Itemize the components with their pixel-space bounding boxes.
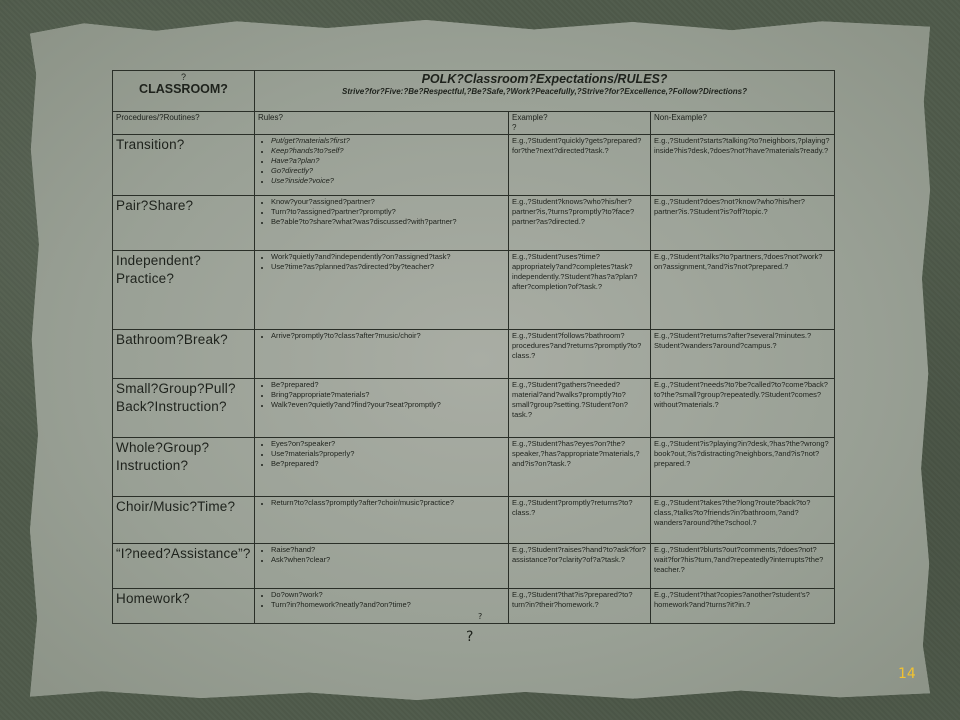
rule-item: • Work?quietly?and?independently?on?assigned?task? <box>271 252 505 262</box>
rule-item: • Put/get?materials?first? <box>271 136 505 146</box>
header-left-mark: ? <box>180 72 186 82</box>
procedure-cell <box>113 497 255 544</box>
column-label-non-example: Non-Example? <box>651 112 835 135</box>
procedure-name: Independent?Practice? <box>116 253 201 286</box>
procedure-name: “I?need?Assistance”? <box>116 546 251 561</box>
rule-item: • Use?time?as?planned?as?directed?by?teacher? <box>271 262 505 272</box>
non-example-cell: E.g.,?Student?needs?to?be?called?to?come?back?to?the?small?group?repeatedly.?Student?comes?without?materials.? <box>651 379 835 438</box>
rule-item: • Be?able?to?share?what?was?discussed?with?partner? <box>271 217 505 227</box>
non-example-cell: E.g.,?Student?does?not?know?who?his/her?partner?is.?Student?is?off?topic.? <box>651 196 835 251</box>
example-cell: E.g.,?Student?follows?bathroom?procedures?and?returns?promptly?to?class.? <box>509 330 651 379</box>
table-row <box>113 196 835 251</box>
procedure-cell <box>113 251 255 330</box>
procedure-name: Bathroom?Break? <box>116 332 228 347</box>
table-row <box>113 497 835 544</box>
rules-cell <box>255 330 509 379</box>
procedure-cell <box>113 196 255 251</box>
table-row <box>113 438 835 497</box>
rule-item: • Walk?even?quietly?and?find?your?seat?promptly? <box>271 400 505 410</box>
non-example-cell: E.g.,?Student?blurts?out?comments,?does?not?wait?for?his?turn,?and?repeatedly?interrupts?the?teacher.? <box>651 544 835 589</box>
rules-cell <box>255 497 509 544</box>
procedure-name: Pair?Share? <box>116 198 194 213</box>
table-row <box>113 135 835 196</box>
example-cell: E.g.,?Student?that?is?prepared?to?turn?in?their?homework.? <box>509 589 651 624</box>
table-row <box>113 251 835 330</box>
procedure-cell <box>113 589 255 624</box>
expectations-table <box>112 70 835 624</box>
rule-item: • Eyes?on?speaker? <box>271 439 505 449</box>
column-label-row <box>113 112 835 135</box>
document-subtitle: Strive?for?Five:?Be?Respectful,?Be?Safe,?Work?Peacefully,?Strive?for?Excellence,?Follow?Directions? <box>342 87 747 96</box>
rule-item: • Do?own?work? <box>271 590 505 600</box>
procedure-name: Homework? <box>116 591 190 606</box>
procedure-name: Whole?Group?Instruction? <box>116 440 210 473</box>
example-cell: E.g.,?Student?gathers?needed?material?and?walks?promptly?to?small?group?setting.?Student?on?task.? <box>509 379 651 438</box>
column-label-example: Example? ? <box>509 112 651 135</box>
example-cell: E.g.,?Student?raises?hand?to?ask?for?assistance?or?clarity?of?a?task.? <box>509 544 651 589</box>
procedure-cell <box>113 330 255 379</box>
procedure-name: Transition? <box>116 137 185 152</box>
rule-item: • Keep?hands?to?self? <box>271 146 505 156</box>
title-header-cell <box>255 71 835 112</box>
table-row <box>113 379 835 438</box>
rules-cell <box>255 438 509 497</box>
below-table-mark: ? <box>478 612 483 621</box>
procedure-name: Choir/Music?Time? <box>116 499 236 514</box>
non-example-cell: E.g.,?Student?starts?talking?to?neighbors,?playing?inside?his?desk,?does?not?have?materials?ready.? <box>651 135 835 196</box>
rules-cell <box>255 196 509 251</box>
procedure-cell <box>113 379 255 438</box>
rules-cell <box>255 135 509 196</box>
rules-cell <box>255 251 509 330</box>
rule-item: • Be?prepared? <box>271 459 505 469</box>
rules-cell <box>255 379 509 438</box>
rule-item: • Raise?hand? <box>271 545 505 555</box>
non-example-cell: E.g.,?Student?talks?to?partners,?does?not?work?on?assignment,?and?is?not?prepared.? <box>651 251 835 330</box>
table-row <box>113 330 835 379</box>
non-example-cell: E.g.,?Student?that?copies?another?student’s?homework?and?turns?it?in.? <box>651 589 835 624</box>
page-number: 14 <box>898 666 916 682</box>
table-row <box>113 544 835 589</box>
document-title: POLK?Classroom?Expectations/RULES? <box>421 72 668 86</box>
rule-item: • Have?a?plan? <box>271 156 505 166</box>
table-header-row <box>113 71 835 112</box>
column-label-rules: Rules? <box>255 112 509 135</box>
rule-item: • Turn?to?assigned?partner?promptly? <box>271 207 505 217</box>
rule-item: • Bring?appropriate?materials? <box>271 390 505 400</box>
classroom-header: CLASSROOM? <box>139 82 228 96</box>
rule-item: • Use?materials?properly? <box>271 449 505 459</box>
column-label-procedures: Procedures/?Routines? <box>113 112 255 135</box>
bottom-mark: ? <box>466 629 474 645</box>
procedure-cell <box>113 438 255 497</box>
non-example-cell: E.g.,?Student?is?playing?in?desk,?has?the?wrong?book?out,?is?distracting?neighbors,?and?is?not?prepared.? <box>651 438 835 497</box>
procedure-cell <box>113 135 255 196</box>
rule-item: • Use?inside?voice? <box>271 176 505 186</box>
example-cell: E.g.,?Student?promptly?returns?to?class.? <box>509 497 651 544</box>
example-cell: E.g.,?Student?knows?who?his/her?partner?is,?turns?promptly?to?face?partner?as?directed.? <box>509 196 651 251</box>
rule-item: • Return?to?class?promptly?after?choir/music?practice? <box>271 498 505 508</box>
rule-item: • Know?your?assigned?partner? <box>271 197 505 207</box>
procedure-cell <box>113 544 255 589</box>
table-row <box>113 589 835 624</box>
classroom-header-cell <box>113 71 255 112</box>
procedure-name: Small?Group?Pull?Back?Instruction? <box>116 381 236 414</box>
rules-cell <box>255 544 509 589</box>
rule-item: • Go?directly? <box>271 166 505 176</box>
rule-item: • Turn?in?homework?neatly?and?on?time? <box>271 600 505 610</box>
rule-item: • Be?prepared? <box>271 380 505 390</box>
non-example-cell: E.g.,?Student?returns?after?several?minutes.?Student?wanders?around?campus.? <box>651 330 835 379</box>
rule-item: • Arrive?promptly?to?class?after?music/choir? <box>271 331 505 341</box>
example-cell: E.g.,?Student?quickly?gets?prepared?for?the?next?directed?task.? <box>509 135 651 196</box>
non-example-cell: E.g.,?Student?takes?the?long?route?back?to?class,?talks?to?friends?in?bathroom,?and?wanders?around?the?school.? <box>651 497 835 544</box>
example-cell: E.g.,?Student?uses?time?appropriately?and?completes?task?independently.?Student?has?a?plan?after?completion?of?task.? <box>509 251 651 330</box>
rule-item: • Ask?when?clear? <box>271 555 505 565</box>
rules-cell <box>255 589 509 624</box>
example-cell: E.g.,?Student?has?eyes?on?the?speaker,?has?appropriate?materials,?and?is?on?task.? <box>509 438 651 497</box>
